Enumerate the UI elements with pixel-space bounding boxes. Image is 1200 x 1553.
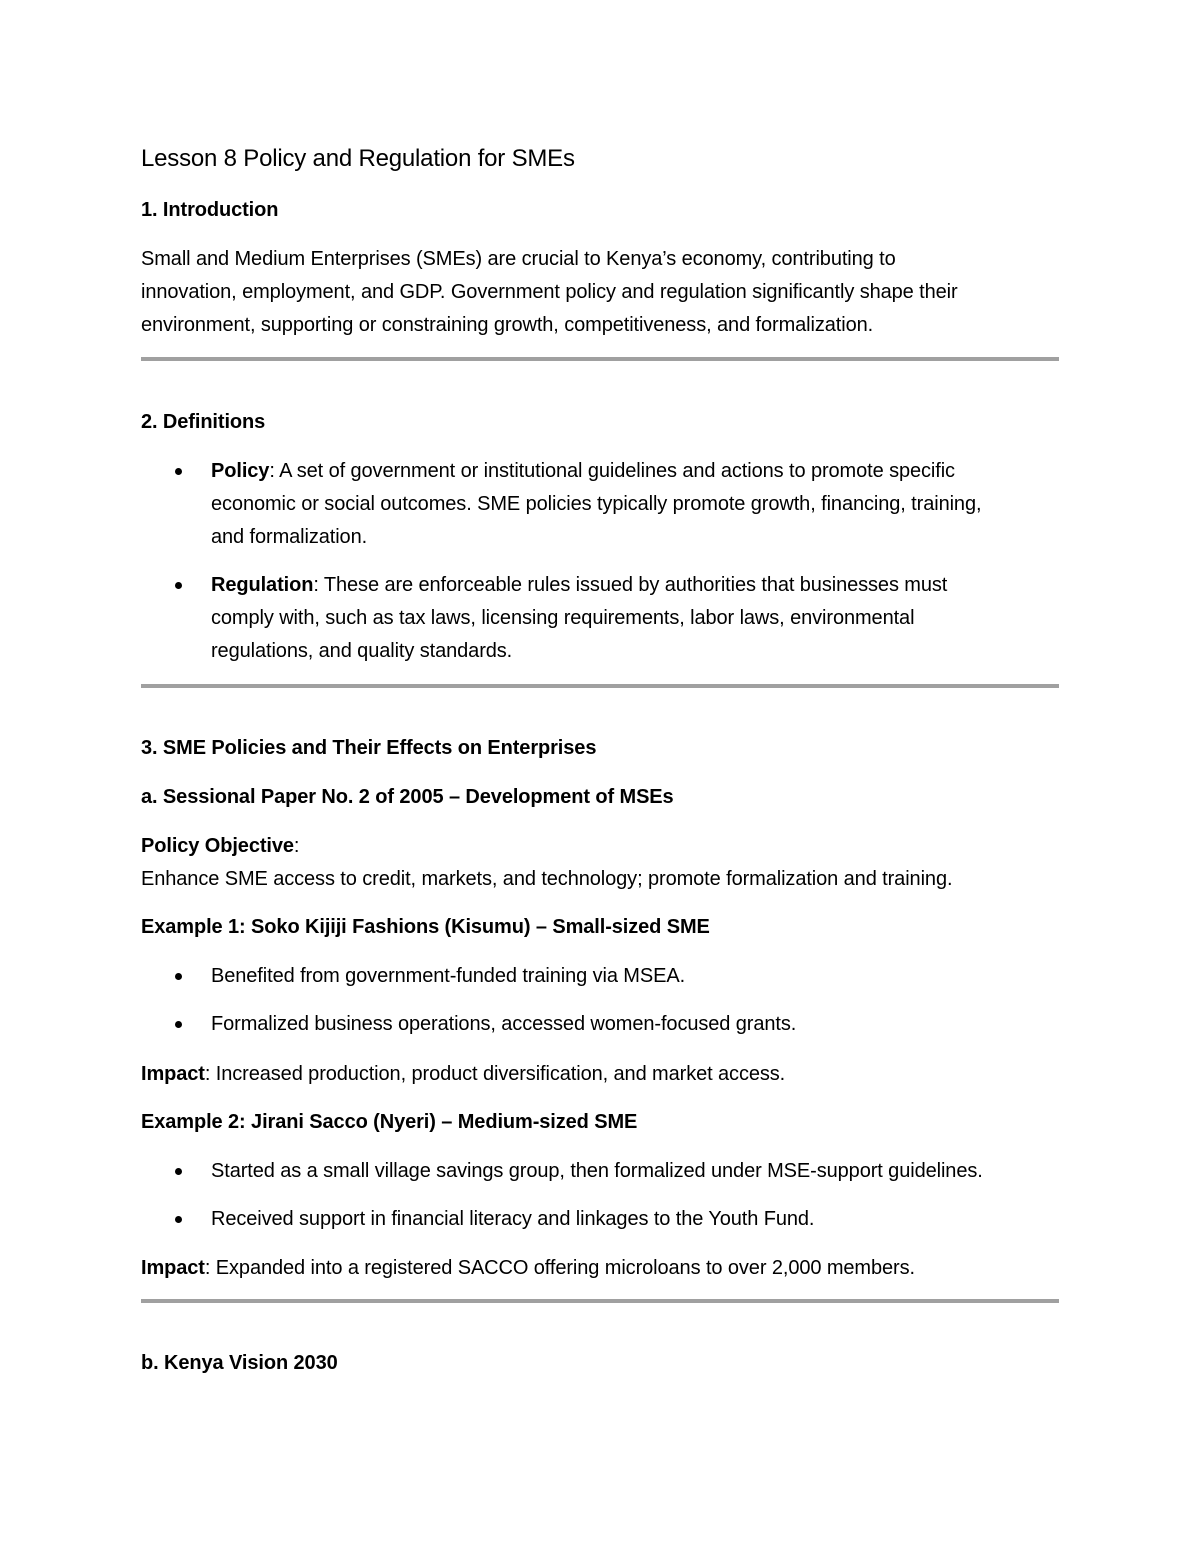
bullet-icon [175,1216,182,1223]
policy-objective-label-line [141,830,299,863]
document-page [141,0,1059,1553]
example-1-bullet-1: Benefited from government-funded training via MSEA. [211,965,686,987]
example-1-heading: Example 1: Soko Kijiji Fashions (Kisumu) – Small-sized SME [141,916,710,938]
definition-text: : A set of government or institutional guidelines and actions to promote specific [269,460,955,482]
definition-policy-line-1 [211,455,955,488]
bullet-icon [175,1021,182,1028]
definition-term-regulation: Regulation [211,574,314,596]
example-1-impact [141,1058,785,1091]
bullet-icon [175,582,182,589]
example-2-bullet-1: Started as a small village savings group, then formalized under MSE-support guidelines. [211,1160,983,1182]
definition-regulation-line-1 [211,569,947,602]
example-2-impact [141,1252,915,1285]
impact-label: Impact [141,1063,205,1085]
impact-text: : Expanded into a registered SACCO offering microloans to over 2,000 members. [204,1257,915,1279]
example-2-heading: Example 2: Jirani Sacco (Nyeri) – Medium-sized SME [141,1111,638,1133]
policy-objective-text: Enhance SME access to credit, markets, and technology; promote formalization and training. [141,868,953,890]
subsection-heading-vision-2030: b. Kenya Vision 2030 [141,1352,338,1374]
intro-paragraph-line-2: innovation, employment, and GDP. Government policy and regulation significantly shape their [141,281,958,303]
definition-text: : These are enforceable rules issued by authorities that businesses must [313,574,948,596]
intro-paragraph-line-3: environment, supporting or constraining growth, competitiveness, and formalization. [141,314,874,336]
subsection-heading-sessional-paper: a. Sessional Paper No. 2 of 2005 – Development of MSEs [141,786,674,808]
bullet-icon [175,1168,182,1175]
document-title: Lesson 8 Policy and Regulation for SMEs [141,145,575,172]
impact-label: Impact [141,1257,205,1279]
impact-text: : Increased production, product diversification, and market access. [204,1063,786,1085]
section-heading-introduction: 1. Introduction [141,199,279,221]
example-2-bullet-2: Received support in financial literacy and linkages to the Youth Fund. [211,1208,815,1230]
policy-objective-label: Policy Objective [141,835,294,857]
policy-objective-colon: : [293,835,300,857]
definition-policy-line-3: and formalization. [211,526,368,548]
bullet-icon [175,973,182,980]
bullet-icon [175,468,182,475]
horizontal-rule [141,357,1059,361]
definition-regulation-line-3: regulations, and quality standards. [211,640,513,662]
definition-term-policy: Policy [211,460,270,482]
intro-paragraph-line-1: Small and Medium Enterprises (SMEs) are crucial to Kenya’s economy, contributing to [141,248,896,270]
horizontal-rule [141,684,1059,688]
definition-policy-line-2: economic or social outcomes. SME policies typically promote growth, financing, training, [211,493,982,515]
definition-regulation-line-2: comply with, such as tax laws, licensing requirements, labor laws, environmental [211,607,915,629]
section-heading-definitions: 2. Definitions [141,411,266,433]
example-1-bullet-2: Formalized business operations, accessed women-focused grants. [211,1013,797,1035]
section-heading-sme-policies: 3. SME Policies and Their Effects on Enterprises [141,737,597,759]
horizontal-rule [141,1299,1059,1303]
